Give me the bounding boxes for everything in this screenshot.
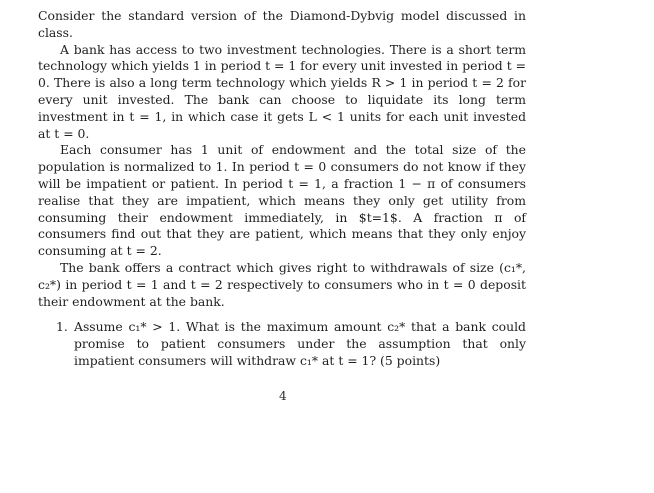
question-text: Assume c₁* > 1. What is the maximum amount c₂* that a bank could promise to patient consumers under the assumption that only impatient consumers will withdraw c₁* at t = 1? (5 points) (74, 319, 526, 368)
question-item (56, 319, 526, 369)
contract-paragraph: The bank offers a contract which gives right to withdrawals of size (c₁*, c₂*) in period t = 1 and t = 2 respectively to consumers who in t = 0 deposit their endowment at the bank. (38, 259, 526, 309)
page-number: 4 (279, 389, 287, 403)
question-number: 1. (56, 319, 68, 335)
document-page (38, 8, 526, 370)
question-list (38, 319, 526, 369)
consumers-paragraph: Each consumer has 1 unit of endowment and the total size of the population is normalized to 1. In period t = 0 consumers do not know if they will be impatient or patient. In period t = 1, a fraction 1 − π of consumers realise that they are impatient, which means they only get utility from consuming their endowment immediately, in $t=1$. A fraction π of consumers find out that they are patient, which means that they only enjoy consuming at t = 2. (38, 142, 526, 259)
bank-technologies-paragraph: A bank has access to two investment technologies. There is a short term technology which yields 1 in period t = 1 for every unit invested in period t = 0. There is also a long term technology which yields R > 1 in period t = 2 for every unit invested. The bank can choose to liquidate its long term investment in t = 1, in which case it gets L < 1 units for each unit invested at t = 0. (38, 41, 526, 141)
intro-paragraph: Consider the standard version of the Diamond-Dybvig model discussed in class. (38, 8, 526, 40)
